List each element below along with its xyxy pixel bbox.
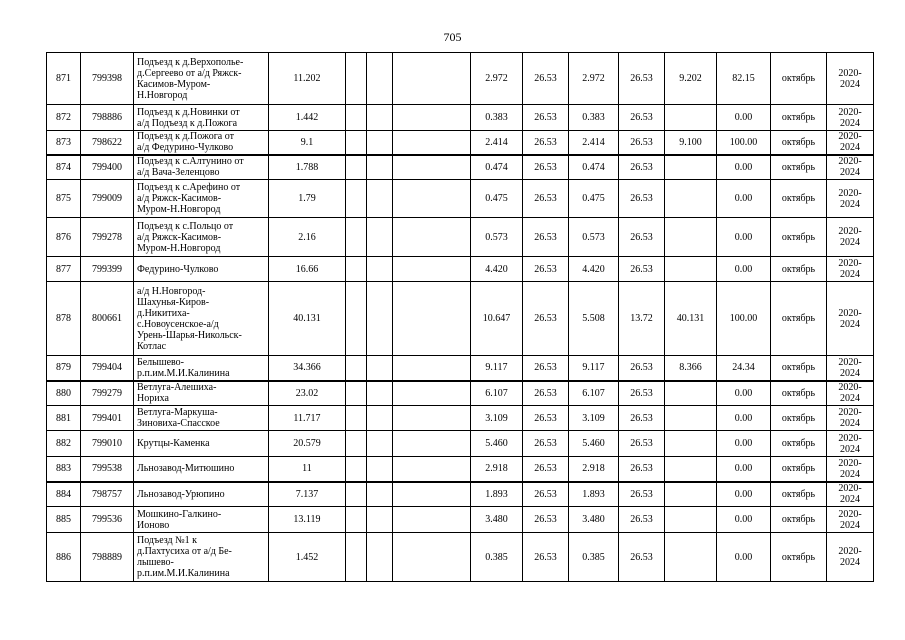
table-row — [47, 457, 874, 482]
month-cell: октябрь — [771, 257, 827, 282]
empty-cell — [393, 482, 471, 507]
empty-cell — [346, 457, 367, 482]
empty-cell — [346, 218, 367, 257]
row-number-cell: 875 — [47, 180, 81, 218]
road-table — [46, 52, 874, 582]
empty-cell — [367, 257, 393, 282]
empty-cell — [393, 533, 471, 582]
row-number-cell: 878 — [47, 282, 81, 356]
value-cell: 9.100 — [665, 131, 717, 155]
value-cell: 26.53 — [523, 53, 569, 105]
length-cell: 11.202 — [269, 53, 346, 105]
length-cell: 16.66 — [269, 257, 346, 282]
road-code-cell: 799278 — [81, 218, 134, 257]
value-cell: 26.53 — [619, 105, 665, 131]
value-cell: 26.53 — [619, 131, 665, 155]
empty-cell — [393, 218, 471, 257]
value-cell: 0.00 — [717, 105, 771, 131]
month-cell: октябрь — [771, 482, 827, 507]
value-cell: 26.53 — [523, 155, 569, 180]
empty-cell — [346, 180, 367, 218]
value-cell: 0.00 — [717, 482, 771, 507]
period-cell: 2020- 2024 — [827, 457, 874, 482]
value-cell: 9.202 — [665, 53, 717, 105]
month-cell: октябрь — [771, 381, 827, 406]
road-code-cell: 800661 — [81, 282, 134, 356]
empty-cell — [346, 482, 367, 507]
period-cell: 2020- 2024 — [827, 406, 874, 431]
period-cell: 2020- 2024 — [827, 507, 874, 533]
value-cell — [665, 507, 717, 533]
row-number-cell: 886 — [47, 533, 81, 582]
value-cell: 0.385 — [471, 533, 523, 582]
empty-cell — [367, 381, 393, 406]
value-cell: 0.573 — [471, 218, 523, 257]
length-cell: 11.717 — [269, 406, 346, 431]
empty-cell — [346, 131, 367, 155]
table-row — [47, 105, 874, 131]
value-cell: 24.34 — [717, 356, 771, 381]
empty-cell — [346, 105, 367, 131]
road-name-cell: Мошкино-Галкино- Ионово — [134, 507, 269, 533]
row-number-cell: 881 — [47, 406, 81, 431]
value-cell: 0.383 — [471, 105, 523, 131]
empty-cell — [393, 356, 471, 381]
table-row — [47, 381, 874, 406]
value-cell — [665, 155, 717, 180]
value-cell: 0.00 — [717, 431, 771, 457]
row-number-cell: 877 — [47, 257, 81, 282]
value-cell: 26.53 — [619, 406, 665, 431]
value-cell — [665, 105, 717, 131]
month-cell: октябрь — [771, 406, 827, 431]
empty-cell — [346, 406, 367, 431]
length-cell: 34.366 — [269, 356, 346, 381]
road-name-cell: Подъезд к д.Пожога от а/д Федурино-Чулково — [134, 131, 269, 155]
empty-cell — [393, 53, 471, 105]
empty-cell — [367, 282, 393, 356]
value-cell: 6.107 — [471, 381, 523, 406]
month-cell: октябрь — [771, 105, 827, 131]
row-number-cell: 885 — [47, 507, 81, 533]
value-cell — [665, 482, 717, 507]
road-code-cell: 799400 — [81, 155, 134, 180]
road-code-cell: 798757 — [81, 482, 134, 507]
value-cell: 26.53 — [523, 105, 569, 131]
length-cell: 23.02 — [269, 381, 346, 406]
road-name-cell: Федурино-Чулково — [134, 257, 269, 282]
table-row — [47, 356, 874, 381]
period-cell: 2020- 2024 — [827, 131, 874, 155]
empty-cell — [367, 457, 393, 482]
value-cell: 3.109 — [471, 406, 523, 431]
value-cell: 2.972 — [471, 53, 523, 105]
empty-cell — [393, 105, 471, 131]
month-cell: октябрь — [771, 131, 827, 155]
length-cell: 20.579 — [269, 431, 346, 457]
length-cell: 1.452 — [269, 533, 346, 582]
road-code-cell: 798889 — [81, 533, 134, 582]
value-cell: 6.107 — [569, 381, 619, 406]
value-cell: 26.53 — [619, 381, 665, 406]
value-cell: 26.53 — [523, 406, 569, 431]
period-cell: 2020- 2024 — [827, 482, 874, 507]
empty-cell — [346, 533, 367, 582]
period-cell: 2020- 2024 — [827, 356, 874, 381]
road-name-cell: Ветлуга-Маркуша- Зиновиха-Спасское — [134, 406, 269, 431]
empty-cell — [346, 381, 367, 406]
value-cell: 0.00 — [717, 155, 771, 180]
row-number-cell: 880 — [47, 381, 81, 406]
empty-cell — [393, 180, 471, 218]
value-cell: 2.918 — [569, 457, 619, 482]
value-cell: 1.893 — [471, 482, 523, 507]
value-cell: 0.00 — [717, 180, 771, 218]
road-name-cell: Подъезд к с.Арефино от а/д Ряжск-Касимов- Муром-Н.Новгород — [134, 180, 269, 218]
month-cell: октябрь — [771, 507, 827, 533]
table-row — [47, 131, 874, 155]
value-cell: 0.383 — [569, 105, 619, 131]
value-cell: 26.53 — [523, 507, 569, 533]
period-cell: 2020- 2024 — [827, 53, 874, 105]
table-row — [47, 180, 874, 218]
value-cell: 26.53 — [523, 282, 569, 356]
value-cell: 0.00 — [717, 406, 771, 431]
value-cell — [665, 533, 717, 582]
value-cell: 4.420 — [471, 257, 523, 282]
value-cell — [665, 457, 717, 482]
length-cell: 7.137 — [269, 482, 346, 507]
road-name-cell: Подъезд к с.Алтунино от а/д Вача-Зеленцово — [134, 155, 269, 180]
road-code-cell: 798886 — [81, 105, 134, 131]
table-row — [47, 282, 874, 356]
value-cell: 26.53 — [523, 180, 569, 218]
value-cell: 26.53 — [523, 381, 569, 406]
table-row — [47, 507, 874, 533]
value-cell: 26.53 — [523, 356, 569, 381]
value-cell: 2.414 — [471, 131, 523, 155]
value-cell: 0.474 — [569, 155, 619, 180]
row-number-cell: 876 — [47, 218, 81, 257]
value-cell: 9.117 — [569, 356, 619, 381]
empty-cell — [367, 131, 393, 155]
row-number-cell: 873 — [47, 131, 81, 155]
value-cell: 5.508 — [569, 282, 619, 356]
length-cell: 11 — [269, 457, 346, 482]
value-cell: 5.460 — [471, 431, 523, 457]
road-name-cell: Крутцы-Каменка — [134, 431, 269, 457]
value-cell: 2.918 — [471, 457, 523, 482]
road-name-cell: Белышево- р.п.им.М.И.Калинина — [134, 356, 269, 381]
row-number-cell: 872 — [47, 105, 81, 131]
row-number-cell: 883 — [47, 457, 81, 482]
empty-cell — [346, 356, 367, 381]
value-cell: 26.53 — [619, 431, 665, 457]
value-cell: 3.480 — [471, 507, 523, 533]
road-code-cell: 799010 — [81, 431, 134, 457]
empty-cell — [346, 507, 367, 533]
empty-cell — [367, 356, 393, 381]
value-cell: 26.53 — [523, 257, 569, 282]
value-cell: 0.00 — [717, 218, 771, 257]
value-cell: 26.53 — [619, 356, 665, 381]
value-cell: 0.00 — [717, 533, 771, 582]
period-cell: 2020- 2024 — [827, 381, 874, 406]
empty-cell — [367, 180, 393, 218]
value-cell: 26.53 — [619, 53, 665, 105]
empty-cell — [367, 406, 393, 431]
empty-cell — [393, 257, 471, 282]
road-name-cell: Льнозавод-Урюпино — [134, 482, 269, 507]
period-cell: 2020- 2024 — [827, 105, 874, 131]
empty-cell — [367, 482, 393, 507]
page-number: 705 — [443, 30, 462, 44]
value-cell: 0.00 — [717, 257, 771, 282]
value-cell: 0.00 — [717, 381, 771, 406]
value-cell — [665, 218, 717, 257]
value-cell: 0.475 — [569, 180, 619, 218]
value-cell: 26.53 — [523, 131, 569, 155]
value-cell: 13.72 — [619, 282, 665, 356]
empty-cell — [367, 53, 393, 105]
length-cell: 1.442 — [269, 105, 346, 131]
period-cell: 2020- 2024 — [827, 533, 874, 582]
value-cell: 26.53 — [619, 257, 665, 282]
road-name-cell: Подъезд к д.Новинки от а/д Подъезд к д.Пожога — [134, 105, 269, 131]
empty-cell — [393, 282, 471, 356]
value-cell: 26.53 — [523, 482, 569, 507]
length-cell: 1.788 — [269, 155, 346, 180]
road-code-cell: 799399 — [81, 257, 134, 282]
value-cell: 2.972 — [569, 53, 619, 105]
empty-cell — [367, 155, 393, 180]
empty-cell — [367, 533, 393, 582]
empty-cell — [393, 131, 471, 155]
empty-cell — [346, 53, 367, 105]
table-row — [47, 431, 874, 457]
road-code-cell: 799404 — [81, 356, 134, 381]
empty-cell — [346, 282, 367, 356]
month-cell: октябрь — [771, 53, 827, 105]
empty-cell — [346, 257, 367, 282]
road-code-cell: 799398 — [81, 53, 134, 105]
empty-cell — [393, 381, 471, 406]
value-cell: 0.00 — [717, 507, 771, 533]
value-cell — [665, 180, 717, 218]
table-row — [47, 53, 874, 105]
value-cell: 100.00 — [717, 282, 771, 356]
period-cell: 2020- 2024 — [827, 431, 874, 457]
length-cell: 40.131 — [269, 282, 346, 356]
value-cell: 26.53 — [619, 155, 665, 180]
length-cell: 13.119 — [269, 507, 346, 533]
value-cell: 2.414 — [569, 131, 619, 155]
value-cell: 3.480 — [569, 507, 619, 533]
empty-cell — [367, 105, 393, 131]
table-row — [47, 533, 874, 582]
empty-cell — [393, 406, 471, 431]
period-cell: 2020- 2024 — [827, 218, 874, 257]
length-cell: 1.79 — [269, 180, 346, 218]
row-number-cell: 879 — [47, 356, 81, 381]
road-name-cell: Ветлуга-Алешиха- Нориха — [134, 381, 269, 406]
road-code-cell: 799538 — [81, 457, 134, 482]
value-cell: 26.53 — [619, 180, 665, 218]
row-number-cell: 874 — [47, 155, 81, 180]
table-row — [47, 406, 874, 431]
value-cell: 3.109 — [569, 406, 619, 431]
value-cell: 4.420 — [569, 257, 619, 282]
road-code-cell: 799009 — [81, 180, 134, 218]
value-cell: 1.893 — [569, 482, 619, 507]
value-cell: 82.15 — [717, 53, 771, 105]
month-cell: октябрь — [771, 533, 827, 582]
period-cell: 2020- 2024 — [827, 180, 874, 218]
value-cell: 0.475 — [471, 180, 523, 218]
table-row — [47, 218, 874, 257]
value-cell: 100.00 — [717, 131, 771, 155]
road-name-cell: Льнозавод-Митюшино — [134, 457, 269, 482]
month-cell: октябрь — [771, 180, 827, 218]
value-cell: 26.53 — [619, 457, 665, 482]
table-row — [47, 257, 874, 282]
value-cell: 0.385 — [569, 533, 619, 582]
road-name-cell: Подъезд к д.Верхополье- д.Сергеево от а/д Ряжск- Касимов-Муром- Н.Новгород — [134, 53, 269, 105]
value-cell: 8.366 — [665, 356, 717, 381]
road-name-cell: Подъезд к с.Польцо от а/д Ряжск-Касимов- Муром-Н.Новгород — [134, 218, 269, 257]
month-cell: октябрь — [771, 431, 827, 457]
value-cell: 26.53 — [523, 218, 569, 257]
road-code-cell: 799536 — [81, 507, 134, 533]
month-cell: октябрь — [771, 356, 827, 381]
value-cell: 26.53 — [619, 482, 665, 507]
value-cell: 26.53 — [523, 431, 569, 457]
empty-cell — [393, 457, 471, 482]
value-cell — [665, 381, 717, 406]
value-cell: 26.53 — [523, 457, 569, 482]
month-cell: октябрь — [771, 282, 827, 356]
empty-cell — [393, 155, 471, 180]
empty-cell — [367, 431, 393, 457]
row-number-cell: 882 — [47, 431, 81, 457]
period-cell: 2020- 2024 — [827, 155, 874, 180]
period-cell: 2020- 2024 — [827, 282, 874, 356]
value-cell: 40.131 — [665, 282, 717, 356]
empty-cell — [393, 431, 471, 457]
month-cell: октябрь — [771, 218, 827, 257]
road-code-cell: 799401 — [81, 406, 134, 431]
length-cell: 2.16 — [269, 218, 346, 257]
value-cell: 0.474 — [471, 155, 523, 180]
empty-cell — [346, 155, 367, 180]
month-cell: октябрь — [771, 457, 827, 482]
value-cell: 26.53 — [523, 533, 569, 582]
empty-cell — [367, 218, 393, 257]
period-cell: 2020- 2024 — [827, 257, 874, 282]
month-cell: октябрь — [771, 155, 827, 180]
empty-cell — [393, 507, 471, 533]
value-cell: 26.53 — [619, 533, 665, 582]
value-cell: 0.00 — [717, 457, 771, 482]
road-name-cell: Подъезд №1 к д.Пахтусиха от а/д Бе- лышево- р.п.им.М.И.Калинина — [134, 533, 269, 582]
value-cell — [665, 406, 717, 431]
empty-cell — [346, 431, 367, 457]
row-number-cell: 884 — [47, 482, 81, 507]
value-cell — [665, 431, 717, 457]
value-cell: 9.117 — [471, 356, 523, 381]
table-row — [47, 482, 874, 507]
value-cell — [665, 257, 717, 282]
length-cell: 9.1 — [269, 131, 346, 155]
row-number-cell: 871 — [47, 53, 81, 105]
table-row — [47, 155, 874, 180]
value-cell: 5.460 — [569, 431, 619, 457]
value-cell: 26.53 — [619, 507, 665, 533]
value-cell: 0.573 — [569, 218, 619, 257]
road-code-cell: 799279 — [81, 381, 134, 406]
value-cell: 26.53 — [619, 218, 665, 257]
road-code-cell: 798622 — [81, 131, 134, 155]
value-cell: 10.647 — [471, 282, 523, 356]
empty-cell — [367, 507, 393, 533]
road-name-cell: а/д Н.Новгород- Шахунья-Киров- д.Никитиха- с.Новоусенское-а/д Урень-Шарья-Никольск- Котлас — [134, 282, 269, 356]
